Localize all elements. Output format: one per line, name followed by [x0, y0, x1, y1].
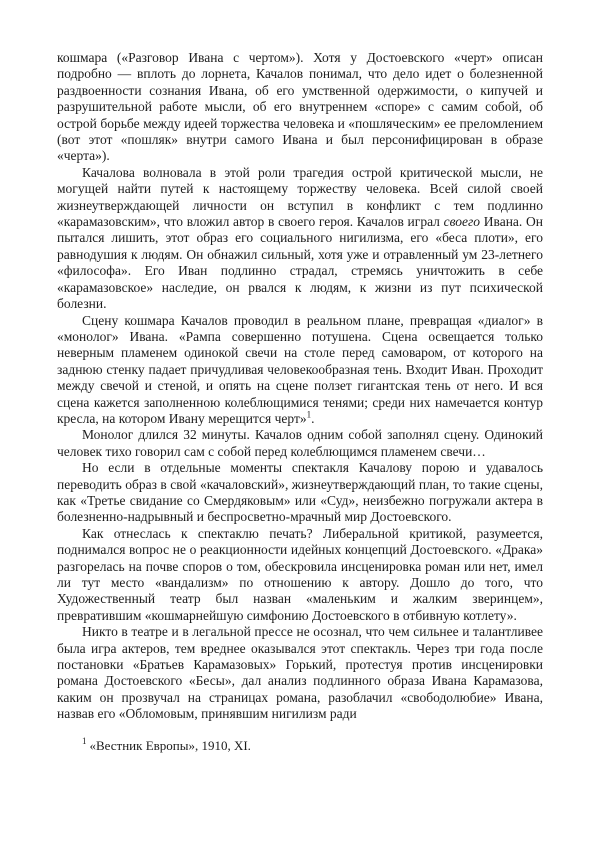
paragraph-3 — [57, 313, 543, 428]
text-run: Качалова волновала в этой роли трагедия острой критической мысли, не могущей найти путей к настоящему торжеству человека. Всей силой своей жизнеутверждающей личности он вступил в конфликт с тем подлинно «карамазовским», что вложил автор в своего героя. Качалов играл — [57, 164, 543, 230]
paragraph-7: Никто в театре и в легальной прессе не осознал, что чем сильнее и талантливее была игра актеров, тем вреднее оказывался этот спектакль. Через три года после постановки «Братьев Карамазовых» Горький, протестуя против инсценировки романа Достоевского «Бесы», дал анализ подлинного образа Ивана Карамазова, каким он прозвучал на страницах романа, разоблачил «свободолюбие» Ивана, назвав его «Обломовым, принявшим нигилизм ради — [57, 624, 543, 722]
paragraph-5: Но если в отдельные моменты спектакля Качалову порою и удавалось переводить образ в свой «качаловский», жизнеутверждающий план, то такие сцены, как «Третье свидание со Смердяковым» или «Суд», неизбежно погружали актера в болезненно-надрывный и беспросветно-мрачный мир Достоевского. — [57, 460, 543, 525]
text-run: Ивана. Он пытался лишить, этот образ его социального нигилизма, его «беса плоти», его равнодушия к людям. Он обнажил сильный, хотя уже и отравленный ум 23-летнего «философа». Его Иван подлинно страдал, стремясь уничтожить в себе «карамазовское» наследие, он рвался к людям, к жизни из пут психической болезни. — [57, 214, 543, 312]
text-run: . — [311, 410, 315, 426]
footnote-reference: 1 — [306, 409, 312, 420]
text-run: Сцену кошмара Качалов проводил в реальном плане, превращая «диалог» в «монолог» Ивана. «Рампа совершенно потушена. Сцена освещается только неверным пламенем одинокой свечи на столе перед самоваром, от которого на заднюю стенку падает причудливая человекообразная тень. Входит Иван. Проходит между свечой и стеной, и опять на сцене ползет гигантская тень от него. И вся сцена кажется заполненною колеблющимися тенями; среди них намечается контур кресла, на котором Ивану мерещится черт» — [57, 312, 543, 426]
paragraph-6: Как отнеслась к спектаклю печать? Либеральной критикой, разумеется, поднимался вопрос не о реакционности идейных концепций Достоевского. «Драка» разгорелась на почве споров о том, обескровила инсценировка роман или нет, имел ли тут место «вандализм» по отношению к автору. Дошло до того, что Художественный театр был назван «маленьким и жалким зверинцем», превратившим «кошмарнейшую симфонию Достоевского в отбивную котлету». — [57, 525, 543, 623]
footnote-text: «Вестник Европы», 1910, XI. — [89, 737, 251, 753]
page-body — [57, 50, 543, 723]
paragraph-1: кошмара («Разговор Ивана с чертом»). Хотя у Достоевского «черт» описан подробно — вплоть до лорнета, Качалов понимал, что дело идет о болезненной раздвоенности сознания Ивана, об его умственной одержимости, о кипучей и разрушительной работе мысли, об его внутреннем «споре» с самим собой, об острой борьбе между идеей торжества человека и «пошляческим» ее преломлением (вот этот «пошляк» внутри самого Ивана и был персонифицирован в образе «черта»). — [57, 50, 543, 164]
footnote-marker: 1 — [82, 736, 87, 747]
paragraph-2 — [57, 165, 543, 313]
italic-emphasis: своего — [443, 214, 481, 230]
footnote — [57, 738, 543, 754]
paragraph-4: Монолог длился 32 минуты. Качалов одним собой заполнял сцену. Одинокий человек тихо говорил сам с собой перед колеблющимся пламенем свечи… — [57, 427, 543, 459]
